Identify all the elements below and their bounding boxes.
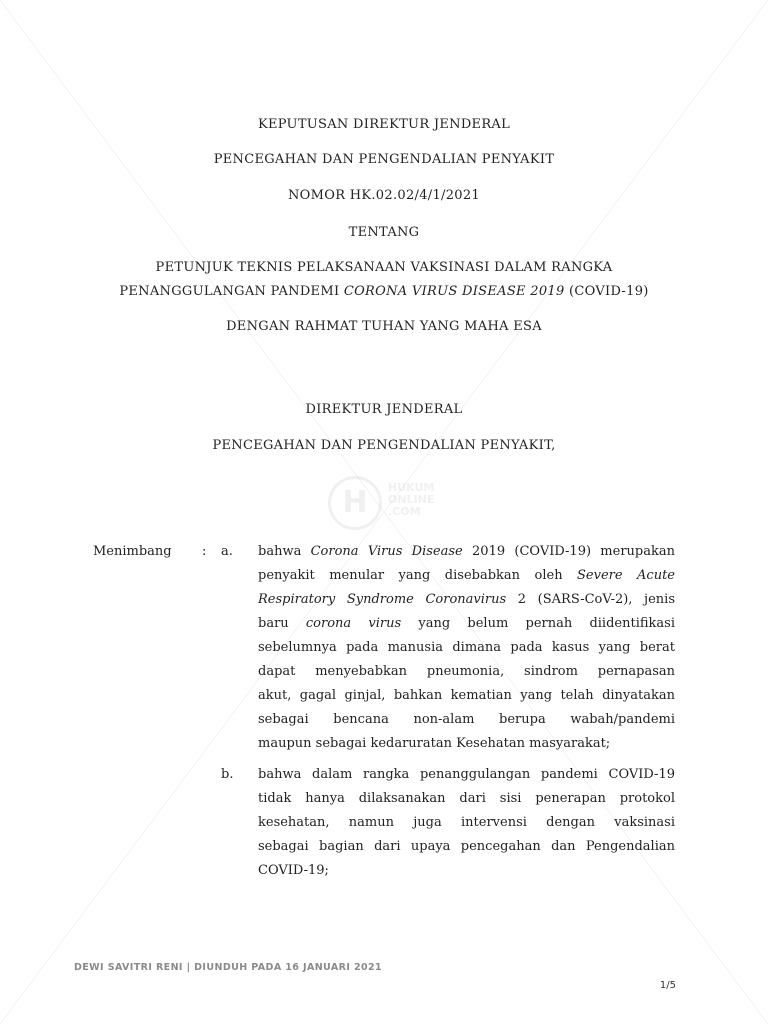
item-b-line-3: kesehatan, namun juga intervensi dengan vaksinasi [258,815,675,830]
item-b-line-4: sebagai bagian dari upaya pencegahan dan Pengendalian [258,839,675,854]
item-b-line-5: COVID-19; [258,863,329,878]
logo-word-1: HUKUM [388,481,435,494]
issuer-unit: PENCEGAHAN DAN PENGENDALIAN PENYAKIT, [212,438,556,453]
item-b-line-2: tidak hanya dilaksanakan dari sisi penerapan protokol [258,791,675,806]
item-a-italic: Severe Acute [577,568,675,583]
blessing-line: DENGAN RAHMAT TUHAN YANG MAHA ESA [226,319,542,334]
subject-line-2-italic: CORONA VIRUS DISEASE 2019 [343,284,565,299]
item-b-line-1: bahwa dalam rangka penanggulangan pandemi COVID-19 [258,767,675,782]
download-credit: DEWI SAVITRI RENI | DIUNDUH PADA 16 JANUARI 2021 [74,962,383,973]
item-b-letter: b. [221,767,234,782]
title-line-1: KEPUTUSAN DIREKTUR JENDERAL [257,117,511,132]
subject-line-2-part-c: (COVID-19) [564,284,649,299]
item-a-text: penyakit menular yang disebabkan oleh [258,568,578,583]
issuer-title: DIREKTUR JENDERAL [305,402,463,417]
item-a-italic: Respiratory Syndrome Coronavirus [258,592,507,607]
logo-wordmark [388,482,458,518]
item-a-italic: Corona Virus Disease [310,544,463,559]
item-a-line-3 [258,588,675,612]
item-b-paragraph [258,763,675,883]
item-a-line-9: maupun sebagai kedaruratan Kesehatan masyarakat; [258,736,611,751]
item-a-line-8: sebagai bencana non-alam berupa wabah/pandemi [258,712,675,727]
item-a-text: yang belum pernah diidentifikasi [401,616,675,631]
item-a-text: 2 (SARS-CoV-2), jenis [506,592,675,607]
item-a-paragraph [258,540,675,756]
item-a-text: baru [258,616,306,631]
item-a-italic: corona virus [305,616,402,631]
subject-line-1: PETUNJUK TEKNIS PELAKSANAAN VAKSINASI DALAM RANGKA [155,260,613,275]
title-line-2: PENCEGAHAN DAN PENGENDALIAN PENYAKIT [213,152,555,167]
about-label: TENTANG [348,225,420,240]
logo-word-2: ONLINE [388,493,435,506]
page-number: 1/5 [659,980,676,991]
subject-line-2 [0,279,768,305]
item-a-line-4 [258,612,675,636]
item-a-line-6: dapat menyebabkan pneumonia, sindrom pernapasan [258,664,675,679]
item-a-line-5: sebelumnya pada manusia dimana pada kasus yang berat [258,640,675,655]
considering-colon: : [202,544,207,559]
considering-label: Menimbang [93,544,172,559]
item-a-line-2 [258,564,675,588]
item-a-text: 2019 (COVID-19) merupakan [462,544,675,559]
item-a-line-1 [258,540,675,564]
logo-letter: H [342,485,368,520]
subject-line-2-part-a: PENANGGULANGAN PANDEMI [119,284,344,299]
decree-number: NOMOR HK.02.02/4/1/2021 [288,188,480,203]
item-a-line-7: akut, gagal ginjal, bahkan kematian yang telah dinyatakan [258,688,675,703]
item-a-text: bahwa [258,544,311,559]
item-a-letter: a. [221,544,233,559]
logo-word-3: .COM [388,505,421,518]
